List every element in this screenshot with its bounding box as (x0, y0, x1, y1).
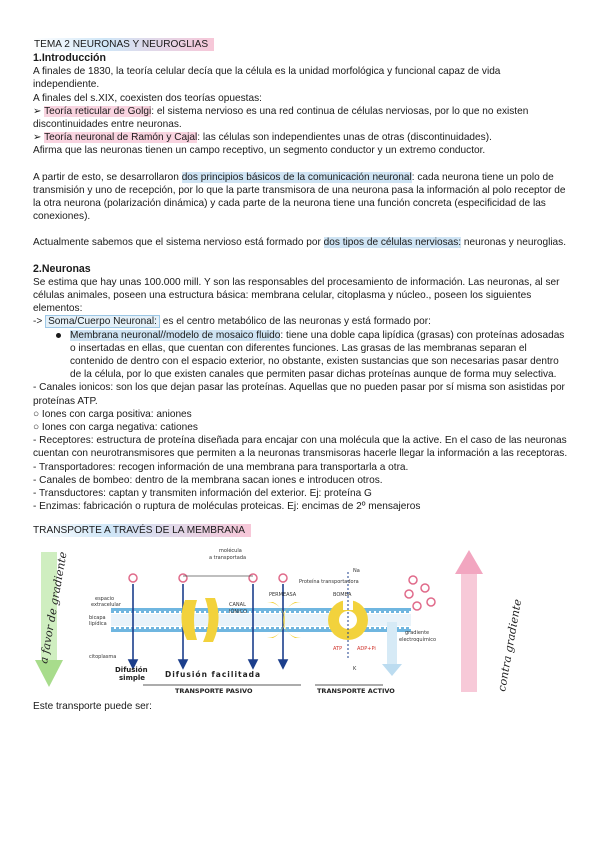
label-ionico: IÓNICO (229, 608, 248, 615)
transport-section-title: TRANSPORTE A TRAVÉS DE LA MEMBRANA (33, 524, 251, 537)
label-k: K (353, 665, 357, 672)
membrane-diagram-svg (33, 542, 573, 700)
enzimas: - Enzimas: fabricación o ruptura de moléculas proteicas. Ej: encimas de 2º mensajeros (33, 501, 421, 513)
iones-negativos: ○ Iones con carga negativa: cationes (33, 422, 198, 434)
arrow-bullet: ➢ (33, 105, 45, 117)
iones-positivos: ○ Iones con carga positiva: aniones (33, 408, 192, 420)
transductores: - Transductores: captan y transmiten información del exterior. Ej: proteína G (33, 488, 372, 500)
section-heading-neuronas: 2.Neuronas (33, 262, 91, 275)
membrane-transport-diagram (33, 542, 573, 700)
golgi-highlight: Teoría reticular de Golgi (44, 105, 152, 117)
spacer (33, 223, 568, 236)
label-transporte-pasivo: TRANSPORTE PASIVO (175, 686, 253, 695)
label-bomba: BOMBA (333, 591, 352, 598)
label-simple: simple (119, 673, 146, 682)
membrane-highlight: Membrana neuronal//modelo de mosaico fluido (70, 329, 281, 341)
closing-line: Este transporte puede ser: (33, 700, 152, 712)
soma-line: -> Soma/Cuerpo Neuronal: es el centro metabólico de las neuronas y está formado por: (33, 316, 431, 328)
intro-paragraph-2: A finales del s.XIX, coexisten dos teorías opuestas: (33, 92, 262, 104)
spacer (33, 158, 568, 171)
principles-paragraph: A partir de esto, se desarrollaron dos principios básicos de la comunicación neuronal: cada neurona tiene un polo de transmisión y uno de recepción, por lo que la parte transmisora de una neurona pasa la información al polo receptor de la otra neurona (polarización dinámica) y cada parte de la neurona tiene una función concreta (especificidad de las conexiones). (33, 171, 566, 223)
label-permeasa: PERMEASA (269, 591, 297, 598)
label-difusion: Difusión (115, 665, 148, 674)
label-lipidica: lipídica (89, 620, 107, 627)
soma-highlight: Soma/Cuerpo Neuronal: (45, 315, 160, 328)
golgi-theory: ➢ Teoría reticular de Golgi: el sistema nervioso es una red continua de células nerviosas, por lo que no existen discontinuidades entre neuronas. (33, 105, 529, 131)
label-gradiente: gradiente (405, 629, 430, 636)
label-citoplasma: citoplasma (89, 653, 117, 660)
label-espacio: espacio (95, 595, 115, 602)
label-canal: CANAL (229, 601, 246, 608)
intro-paragraph-1: A finales de 1830, la teoría celular decía que la célula es la unidad morfológica y funcional capaz de vida independiente. (33, 66, 501, 91)
label-extracelular: extracelular (91, 601, 121, 608)
label-na: Na (353, 567, 360, 574)
label-bicapa: bicapa (89, 614, 106, 621)
cajal-theory: ➢ Teoría neuronal de Ramón y Cajal: las células son independientes unas de otras (discontinuidades). (33, 132, 492, 144)
label-transporte-activo: TRANSPORTE ACTIVO (317, 686, 395, 695)
cell-types-highlight: dos tipos de células nerviosas: (323, 237, 462, 249)
label-difusion-facilitada: Difusión facilitada (165, 669, 262, 679)
label-adp: ADP+Pi (357, 645, 376, 652)
transportadores: - Transportadores: recogen información de una membrana para transportarla a otra. (33, 461, 409, 473)
cajal-highlight: Teoría neuronal de Ramón y Cajal (44, 132, 198, 144)
section-heading-intro: 1.Introducción (33, 52, 106, 64)
label-molecula: molécula (219, 547, 242, 554)
label-transportada: a transportada (209, 554, 247, 561)
canales-ionicos: - Canales ionicos: son los que dejan pasar las proteínas. Aquellas que no pueden pasar por sí misma son asistidas por proteínas ATP. (33, 382, 565, 407)
receptores: - Receptores: estructura de proteína diseñada para encajar con una molécula que la active. En el caso de las neuronas cuentan con neurotransmisores que permiten a la neuronas transmisoras hacerle llegar la información a las receptoras. (33, 435, 568, 460)
arrow-bullet: ➢ (33, 132, 45, 144)
hand-left-label: a favor de gradiente (37, 550, 70, 665)
cell-types-paragraph: Actualmente sabemos que el sistema nervioso está formado por dos tipos de células nerviosas: neuronas y neuroglias. (33, 237, 567, 249)
label-electroquimico: electroquímico (399, 636, 437, 643)
label-proteina-transportadora: Proteína transportadora (299, 578, 359, 585)
label-atp: ATP (333, 645, 343, 652)
principles-highlight: dos principios básicos de la comunicación neuronal (181, 171, 412, 183)
canales-bombeo: - Canales de bombeo: dentro de la membrana sacan iones e introducen otros. (33, 474, 383, 486)
spacer (33, 250, 568, 263)
pink-gradient-arrow (455, 550, 483, 692)
intro-paragraph-3: Afirma que las neuronas tienen un campo receptivo, un segmento conductor y un extremo conductor. (33, 145, 486, 157)
neuronas-paragraph-1: Se estima que hay unas 100.000 mill. Y son las responsables del procesamiento de información. Las neuronas, al ser células animales, poseen una estructura básica: membrana celular, citoplasma y núcleo., poseen los siguientes elementos: (33, 276, 560, 315)
hand-right-label: contra gradiente (495, 597, 525, 693)
membrane-bullet: Membrana neuronal//modelo de mosaico fluido: tiene una doble capa lipídica (grasas) con proteínas adosadas o insertadas en ellas, que cuentan con diferentes funciones. Las grasas de las membranas separan el contenido de dentro con el espacio exterior, no obstante, existen sustancias que son necesarias pasar dentro de la célula, por lo que existen canales que permiten pasar dichas proteínas aunque de forma muy selectiva. (33, 329, 568, 382)
doc-title: TEMA 2 NEURONAS Y NEUROGLIAS (33, 38, 214, 51)
